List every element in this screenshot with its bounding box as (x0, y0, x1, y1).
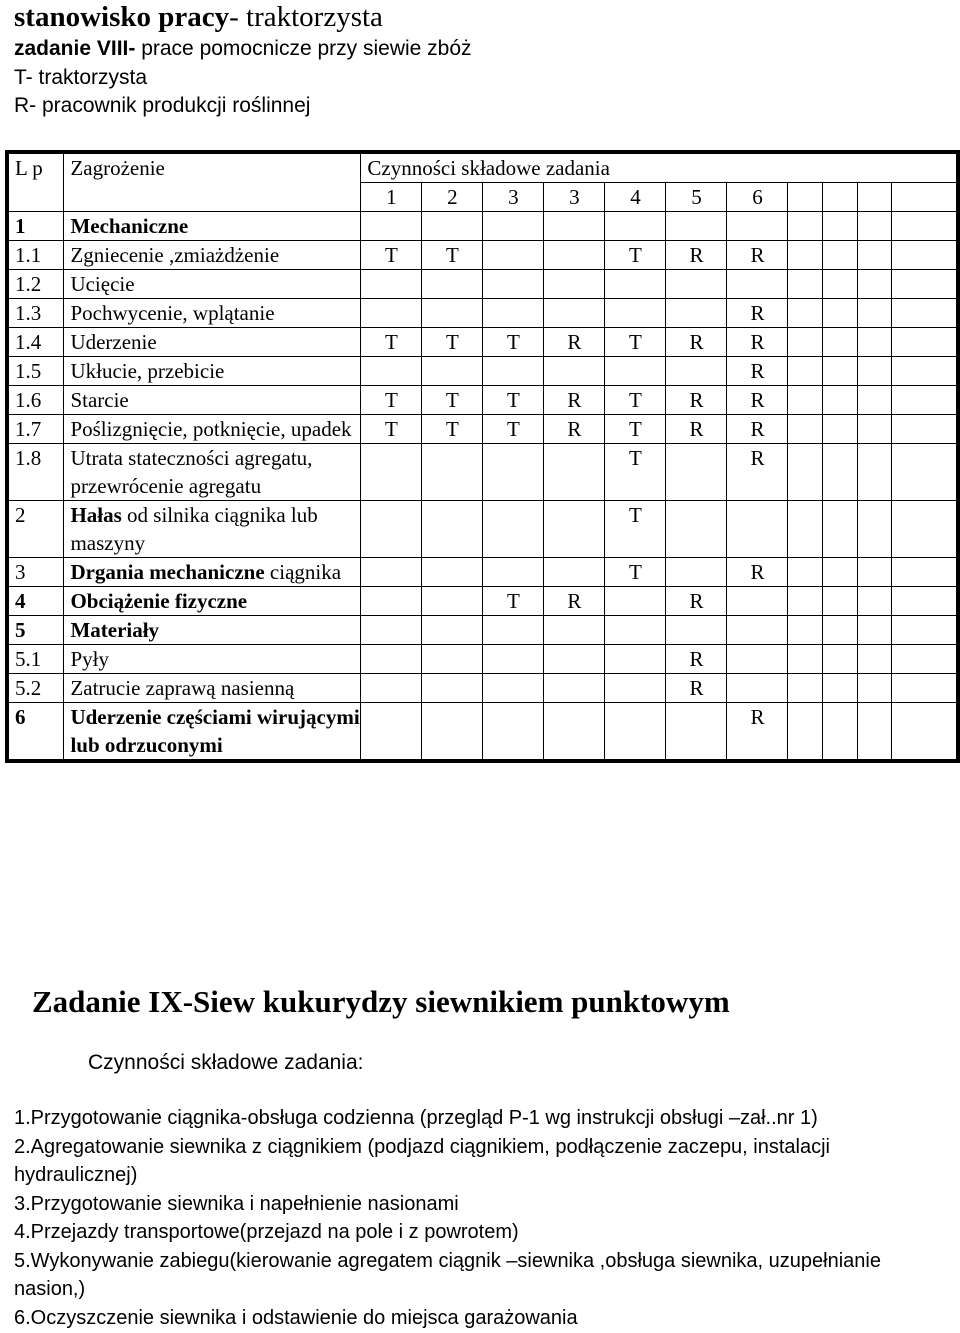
table-cell (422, 357, 483, 386)
table-cell (483, 645, 544, 674)
table-cell (857, 501, 892, 558)
table-cell (361, 616, 422, 645)
table-row (7, 299, 958, 328)
row-threat-text: Zgniecenie ,zmiażdżenie (70, 243, 280, 267)
table-cell (788, 386, 823, 415)
row-threat (64, 587, 361, 616)
table-cell (857, 299, 892, 328)
step-item: 4.Przejazdy transportowe(przejazd na pole i z powrotem) (14, 1221, 519, 1243)
table-cell: R (666, 674, 727, 703)
table-cell (788, 616, 823, 645)
table-cell (483, 501, 544, 558)
table-cell (361, 299, 422, 328)
row-threat-text: Ucięcie (70, 272, 135, 296)
table-cell (892, 444, 958, 501)
table-cell: R (727, 444, 788, 501)
table-cell (666, 299, 727, 328)
table-cell: T (422, 241, 483, 270)
table-cell: R (727, 386, 788, 415)
table-cell (727, 501, 788, 558)
table-cell (857, 415, 892, 444)
table-cell (788, 587, 823, 616)
table-cell (823, 386, 858, 415)
table-cell (483, 674, 544, 703)
table-cell (823, 328, 858, 357)
row-threat-text: Uderzenie (70, 330, 157, 354)
row-threat-bold: Drgania mechaniczne (70, 560, 265, 584)
task-number: 3 (483, 183, 544, 212)
table-cell (422, 645, 483, 674)
table-cell (788, 703, 823, 762)
table-cell: R (544, 415, 605, 444)
table-cell (857, 645, 892, 674)
table-cell: R (727, 357, 788, 386)
table-cell (605, 212, 666, 241)
table-cell (788, 558, 823, 587)
table-cell (892, 616, 958, 645)
row-threat-text: Poślizgnięcie, potknięcie, upadek (70, 417, 352, 441)
row-threat (64, 444, 361, 501)
table-cell (666, 616, 727, 645)
table-cell (483, 357, 544, 386)
table-cell (857, 270, 892, 299)
table-cell: T (605, 558, 666, 587)
table-cell (892, 674, 958, 703)
row-threat-bold: Hałas (70, 503, 122, 527)
table-cell (361, 212, 422, 241)
table-cell (823, 212, 858, 241)
table-cell (823, 674, 858, 703)
table-cell (788, 212, 823, 241)
row-lp: 1.8 (7, 444, 64, 501)
table-row (7, 674, 958, 703)
table-cell (605, 645, 666, 674)
table-cell (544, 299, 605, 328)
row-threat-text: od silnika ciągnika lub maszyny (70, 503, 318, 555)
table-cell (605, 357, 666, 386)
table-cell (544, 357, 605, 386)
table-row (7, 501, 958, 558)
table-cell: R (544, 386, 605, 415)
row-threat-text: Pyły (70, 647, 109, 671)
table-cell (483, 299, 544, 328)
table-cell (727, 616, 788, 645)
row-threat-text: Uderzenie częściami wirującymi lub odrzuconymi (70, 705, 360, 757)
table-row (7, 415, 958, 444)
table-cell (544, 703, 605, 762)
row-threat (64, 501, 361, 558)
table-cell (544, 212, 605, 241)
table-cell (892, 501, 958, 558)
table-cell: T (605, 241, 666, 270)
table-cell (892, 299, 958, 328)
row-threat (64, 270, 361, 299)
table-cell (544, 616, 605, 645)
row-lp: 5.2 (7, 674, 64, 703)
table-cell (788, 674, 823, 703)
table-cell (892, 703, 958, 762)
table-cell (422, 703, 483, 762)
step-item: 6.Oczyszczenie siewnika i odstawienie do miejsca garażowania (14, 1306, 578, 1329)
row-threat (64, 703, 361, 762)
table-row (7, 558, 958, 587)
table-cell (892, 328, 958, 357)
row-lp: 4 (7, 587, 64, 616)
table-cell: R (666, 328, 727, 357)
table-cell (823, 587, 858, 616)
table-cell (605, 616, 666, 645)
row-lp: 1.1 (7, 241, 64, 270)
section-title: Zadanie IX-Siew kukurydzy siewnikiem punktowym (32, 984, 730, 1019)
table-cell: R (727, 328, 788, 357)
table-cell (823, 299, 858, 328)
table-cell (483, 558, 544, 587)
table-cell: T (361, 415, 422, 444)
table-cell (544, 645, 605, 674)
table-cell (857, 587, 892, 616)
row-threat (64, 299, 361, 328)
table-cell: T (605, 444, 666, 501)
task-number: 5 (666, 183, 727, 212)
table-cell (857, 703, 892, 762)
row-lp: 1.3 (7, 299, 64, 328)
table-cell (892, 587, 958, 616)
row-threat-text: Materiały (70, 618, 160, 642)
table-cell (483, 444, 544, 501)
table-cell: T (361, 386, 422, 415)
table-cell (788, 241, 823, 270)
table-cell (857, 444, 892, 501)
table-row (7, 616, 958, 645)
table-cell: R (727, 299, 788, 328)
row-threat-text: Obciążenie fizyczne (70, 589, 248, 613)
table-cell (422, 270, 483, 299)
table-cell (857, 674, 892, 703)
hazard-table (5, 150, 960, 763)
row-threat (64, 645, 361, 674)
table-cell (544, 270, 605, 299)
table-cell (727, 212, 788, 241)
row-threat (64, 241, 361, 270)
table-cell (666, 357, 727, 386)
table-cell (857, 357, 892, 386)
table-cell (788, 328, 823, 357)
table-cell: T (422, 415, 483, 444)
table-cell: T (605, 328, 666, 357)
table-cell (544, 501, 605, 558)
table-cell: R (544, 587, 605, 616)
table-cell (823, 357, 858, 386)
row-lp: 5.1 (7, 645, 64, 674)
table-cell: T (605, 386, 666, 415)
task-rest: prace pomocnicze przy siewie zbóż (135, 37, 472, 60)
table-row (7, 444, 958, 501)
table-cell (666, 558, 727, 587)
table-cell (422, 444, 483, 501)
table-cell (605, 299, 666, 328)
table-cell (483, 241, 544, 270)
table-cell (857, 558, 892, 587)
table-cell (544, 674, 605, 703)
table-cell (422, 674, 483, 703)
task-number: 2 (422, 183, 483, 212)
table-row (7, 386, 958, 415)
row-lp: 5 (7, 616, 64, 645)
table-cell (788, 299, 823, 328)
row-threat (64, 558, 361, 587)
table-row (7, 703, 958, 762)
table-cell: T (483, 328, 544, 357)
task-number (892, 183, 958, 212)
row-lp: 3 (7, 558, 64, 587)
table-cell (823, 558, 858, 587)
row-threat-text: Zatrucie zaprawą nasienną (70, 676, 295, 700)
table-cell (788, 357, 823, 386)
table-cell (361, 270, 422, 299)
table-cell (823, 645, 858, 674)
table-cell (727, 674, 788, 703)
step-item: 5.Wykonywanie zabiegu(kierowanie agregatem ciągnik –siewnika ,obsługa siewnika, uzupełnianie nasion,) (14, 1249, 881, 1300)
table-cell (361, 357, 422, 386)
task-bold: zadanie VIII- (14, 37, 136, 60)
table-cell (422, 558, 483, 587)
table-cell (666, 501, 727, 558)
table-cell (823, 270, 858, 299)
table-cell (727, 645, 788, 674)
header-lp: L p (7, 152, 64, 212)
table-cell: R (727, 558, 788, 587)
table-cell: R (544, 328, 605, 357)
table-cell (823, 415, 858, 444)
table-cell (857, 386, 892, 415)
table-cell (361, 587, 422, 616)
step-item: 3.Przygotowanie siewnika i napełnienie nasionami (14, 1192, 459, 1215)
task-heading (14, 36, 472, 62)
row-lp: 1 (7, 212, 64, 241)
table-cell (361, 501, 422, 558)
task-number: 3 (544, 183, 605, 212)
row-threat (64, 674, 361, 703)
row-threat-text: Utrata stateczności agregatu, przewrócenie agregatu (70, 446, 313, 498)
table-cell (892, 270, 958, 299)
row-lp: 1.2 (7, 270, 64, 299)
table-cell: R (727, 241, 788, 270)
header-threat: Zagrożenie (64, 152, 361, 212)
table-cell (892, 645, 958, 674)
table-cell (788, 645, 823, 674)
step-item: 1.Przygotowanie ciągnika-obsługa codzienna (przegląd P-1 wg instrukcji obsługi –zał..nr 1) (14, 1107, 818, 1129)
table-cell (857, 328, 892, 357)
table-cell (422, 616, 483, 645)
row-threat (64, 357, 361, 386)
table-cell: T (422, 386, 483, 415)
row-lp: 6 (7, 703, 64, 762)
table-cell (544, 241, 605, 270)
table-cell (605, 703, 666, 762)
table-row (7, 328, 958, 357)
table-row (7, 270, 958, 299)
row-lp: 1.4 (7, 328, 64, 357)
table-cell: R (666, 415, 727, 444)
table-cell (823, 703, 858, 762)
table-cell: R (666, 645, 727, 674)
table-cell (422, 299, 483, 328)
row-lp: 2 (7, 501, 64, 558)
table-cell (361, 703, 422, 762)
table-row (7, 241, 958, 270)
row-threat-text: Starcie (70, 388, 129, 412)
row-threat (64, 415, 361, 444)
table-cell (892, 212, 958, 241)
row-threat-text: ciągnika (264, 560, 342, 584)
table-cell: T (605, 501, 666, 558)
legend-pracownik: R- pracownik produkcji roślinnej (14, 94, 311, 117)
section-subtitle: Czynności składowe zadania: (88, 1051, 364, 1074)
table-header-row (7, 152, 958, 183)
table-cell (544, 444, 605, 501)
table-cell (823, 616, 858, 645)
row-lp: 1.7 (7, 415, 64, 444)
table-cell (892, 415, 958, 444)
table-cell (857, 616, 892, 645)
table-row (7, 645, 958, 674)
table-cell (823, 501, 858, 558)
table-cell (892, 386, 958, 415)
table-cell: R (727, 415, 788, 444)
table-cell (727, 270, 788, 299)
steps-list (14, 1104, 954, 1332)
table-cell (666, 270, 727, 299)
table-cell (892, 357, 958, 386)
table-cell: T (605, 415, 666, 444)
task-number: 4 (605, 183, 666, 212)
table-cell: T (361, 241, 422, 270)
row-threat (64, 328, 361, 357)
table-cell (544, 558, 605, 587)
table-cell: T (361, 328, 422, 357)
table-cell (788, 444, 823, 501)
task-number: 6 (727, 183, 788, 212)
table-cell (788, 415, 823, 444)
header-tasks: Czynności składowe zadania (361, 152, 958, 183)
title-rest: - traktorzysta (229, 1, 383, 33)
table-cell (666, 212, 727, 241)
table-cell: R (666, 241, 727, 270)
table-cell (727, 587, 788, 616)
page-title (14, 0, 383, 34)
table-cell (361, 674, 422, 703)
table-cell (857, 241, 892, 270)
row-lp: 1.6 (7, 386, 64, 415)
table-cell (823, 444, 858, 501)
table-cell (422, 501, 483, 558)
legend-traktorzysta: T- traktorzysta (14, 66, 148, 89)
table-cell (605, 674, 666, 703)
table-cell (605, 270, 666, 299)
table-cell (361, 444, 422, 501)
table-row (7, 357, 958, 386)
table-cell (666, 703, 727, 762)
row-threat (64, 212, 361, 241)
table-cell (361, 558, 422, 587)
table-cell (361, 645, 422, 674)
table-cell (605, 587, 666, 616)
row-threat-text: Ukłucie, przebicie (70, 359, 225, 383)
table-cell (788, 270, 823, 299)
table-cell: R (727, 703, 788, 762)
table-cell (483, 616, 544, 645)
table-cell: T (422, 328, 483, 357)
row-threat-text: Mechaniczne (70, 214, 189, 238)
table-cell: R (666, 587, 727, 616)
table-cell (666, 444, 727, 501)
task-number: 1 (361, 183, 422, 212)
table-row (7, 587, 958, 616)
table-cell (422, 587, 483, 616)
title-bold: stanowisko pracy (14, 1, 230, 33)
row-threat (64, 386, 361, 415)
table-cell (788, 501, 823, 558)
table-cell (823, 241, 858, 270)
table-cell: R (666, 386, 727, 415)
task-number (857, 183, 892, 212)
table-cell: T (483, 386, 544, 415)
task-number (788, 183, 823, 212)
table-cell (483, 703, 544, 762)
row-threat-text: Pochwycenie, wplątanie (70, 301, 275, 325)
table-cell (892, 558, 958, 587)
task-number (823, 183, 858, 212)
row-threat (64, 616, 361, 645)
row-lp: 1.5 (7, 357, 64, 386)
step-item: 2.Agregatowanie siewnika z ciągnikiem (podjazd ciągnikiem, podłączenie zaczepu, instalacji hydraulicznej) (14, 1135, 830, 1186)
table-cell (483, 212, 544, 241)
table-cell (483, 270, 544, 299)
table-cell (857, 212, 892, 241)
table-cell (892, 241, 958, 270)
table-cell: T (483, 587, 544, 616)
table-row (7, 212, 958, 241)
table-cell: T (483, 415, 544, 444)
table-cell (422, 212, 483, 241)
